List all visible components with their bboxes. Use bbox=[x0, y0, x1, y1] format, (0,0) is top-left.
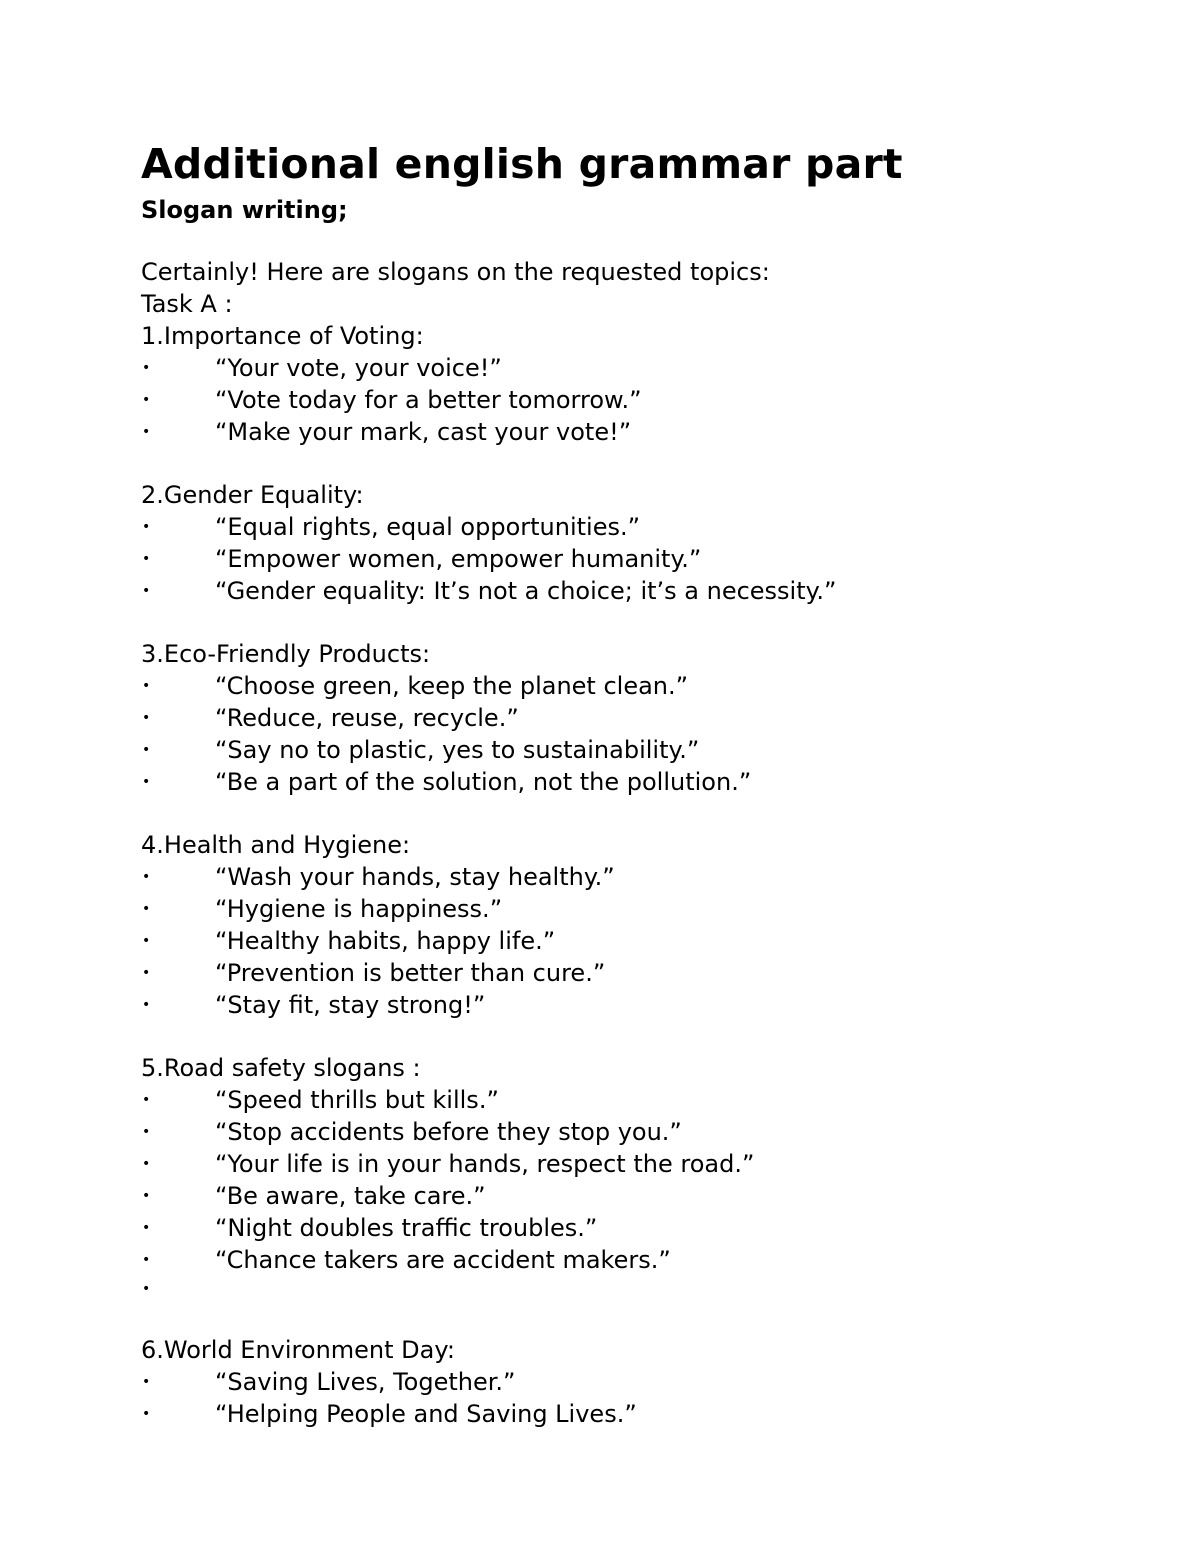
bullet-icon: • bbox=[142, 774, 151, 790]
slogan-section bbox=[141, 638, 1141, 798]
bullet-icon: • bbox=[142, 742, 151, 758]
bullet-icon: • bbox=[142, 1188, 151, 1204]
document-page bbox=[141, 138, 1141, 1430]
slogan-list-item bbox=[141, 957, 1141, 989]
slogan-section bbox=[141, 479, 1141, 607]
slogan-text: “Helping People and Saving Lives.” bbox=[215, 1400, 637, 1428]
slogan-text: “Your life is in your hands, respect the road.” bbox=[215, 1150, 755, 1178]
task-label: Task A : bbox=[141, 290, 233, 318]
slogan-section bbox=[141, 1334, 1141, 1430]
slogan-list-item bbox=[141, 670, 1141, 702]
bullet-icon: • bbox=[142, 424, 151, 440]
slogan-text: “Prevention is better than cure.” bbox=[215, 959, 606, 987]
intro-text: Certainly! Here are slogans on the requested topics: bbox=[141, 258, 770, 286]
slogan-list-item bbox=[141, 1116, 1141, 1148]
slogan-text: “Empower women, empower humanity.” bbox=[215, 545, 702, 573]
bullet-icon: • bbox=[142, 965, 151, 981]
document-subtitle: Slogan writing; bbox=[141, 196, 348, 224]
slogan-list-item bbox=[141, 1084, 1141, 1116]
document-title: Additional english grammar part bbox=[141, 140, 903, 188]
slogan-list-item bbox=[141, 734, 1141, 766]
slogan-list-item bbox=[141, 416, 1141, 448]
slogan-text: “Hygiene is happiness.” bbox=[215, 895, 503, 923]
section-heading: 6.World Environment Day: bbox=[141, 1336, 455, 1364]
slogan-list-item bbox=[141, 702, 1141, 734]
bullet-icon: • bbox=[142, 997, 151, 1013]
slogan-text: “Saving Lives, Together.” bbox=[215, 1368, 516, 1396]
bullet-icon: • bbox=[142, 392, 151, 408]
slogan-text: “Chance takers are accident makers.” bbox=[215, 1246, 671, 1274]
slogan-list-item bbox=[141, 989, 1141, 1021]
bullet-icon: • bbox=[142, 1092, 151, 1108]
bullet-icon: • bbox=[142, 551, 151, 567]
section-heading: 1.Importance of Voting: bbox=[141, 322, 424, 350]
slogan-list-item bbox=[141, 1148, 1141, 1180]
slogan-list-item bbox=[141, 766, 1141, 798]
section-heading: 5.Road safety slogans : bbox=[141, 1054, 421, 1082]
slogan-list-item bbox=[141, 1244, 1141, 1276]
slogan-text: “Gender equality: It’s not a choice; it’s a necessity.” bbox=[215, 577, 837, 605]
bullet-icon: • bbox=[142, 360, 151, 376]
bullet-icon: • bbox=[142, 1156, 151, 1172]
bullet-icon: • bbox=[142, 519, 151, 535]
slogan-text: “Say no to plastic, yes to sustainability.” bbox=[215, 736, 700, 764]
bullet-icon: • bbox=[142, 1124, 151, 1140]
slogan-list-item bbox=[141, 384, 1141, 416]
slogan-list-item bbox=[141, 893, 1141, 925]
slogan-list-item bbox=[141, 1212, 1141, 1244]
slogan-list-item bbox=[141, 575, 1141, 607]
bullet-icon: • bbox=[142, 901, 151, 917]
slogan-text: “Wash your hands, stay healthy.” bbox=[215, 863, 615, 891]
slogan-section bbox=[141, 1052, 1141, 1303]
slogan-text: “Make your mark, cast your vote!” bbox=[215, 418, 632, 446]
slogan-list-item bbox=[141, 1398, 1141, 1430]
slogan-text: “Be a part of the solution, not the pollution.” bbox=[215, 768, 752, 796]
slogan-list-item bbox=[141, 1276, 1141, 1303]
slogan-text: “Choose green, keep the planet clean.” bbox=[215, 672, 689, 700]
slogan-list-item bbox=[141, 1366, 1141, 1398]
slogan-text: “Equal rights, equal opportunities.” bbox=[215, 513, 641, 541]
bullet-icon: • bbox=[142, 1406, 151, 1422]
bullet-icon: • bbox=[142, 1281, 151, 1297]
slogan-text: “Night doubles traffic troubles.” bbox=[215, 1214, 598, 1242]
slogan-section bbox=[141, 320, 1141, 448]
section-heading: 2.Gender Equality: bbox=[141, 481, 364, 509]
slogan-text: “Stop accidents before they stop you.” bbox=[215, 1118, 682, 1146]
slogan-list-item bbox=[141, 1180, 1141, 1212]
slogan-sections bbox=[141, 320, 1141, 1430]
bullet-icon: • bbox=[142, 678, 151, 694]
bullet-icon: • bbox=[142, 1220, 151, 1236]
bullet-icon: • bbox=[142, 583, 151, 599]
bullet-icon: • bbox=[142, 933, 151, 949]
slogan-list-item bbox=[141, 352, 1141, 384]
bullet-icon: • bbox=[142, 710, 151, 726]
slogan-list-item bbox=[141, 511, 1141, 543]
section-heading: 3.Eco-Friendly Products: bbox=[141, 640, 431, 668]
slogan-list-item bbox=[141, 925, 1141, 957]
slogan-text: “Healthy habits, happy life.” bbox=[215, 927, 556, 955]
slogan-list-item bbox=[141, 543, 1141, 575]
slogan-text: “Your vote, your voice!” bbox=[215, 354, 502, 382]
bullet-icon: • bbox=[142, 1252, 151, 1268]
slogan-text: “Reduce, reuse, recycle.” bbox=[215, 704, 519, 732]
slogan-list-item bbox=[141, 861, 1141, 893]
bullet-icon: • bbox=[142, 1374, 151, 1390]
section-heading: 4.Health and Hygiene: bbox=[141, 831, 411, 859]
slogan-text: “Vote today for a better tomorrow.” bbox=[215, 386, 642, 414]
slogan-text: “Be aware, take care.” bbox=[215, 1182, 486, 1210]
slogan-text: “Stay fit, stay strong!” bbox=[215, 991, 486, 1019]
slogan-section bbox=[141, 829, 1141, 1021]
bullet-icon: • bbox=[142, 869, 151, 885]
slogan-text: “Speed thrills but kills.” bbox=[215, 1086, 499, 1114]
